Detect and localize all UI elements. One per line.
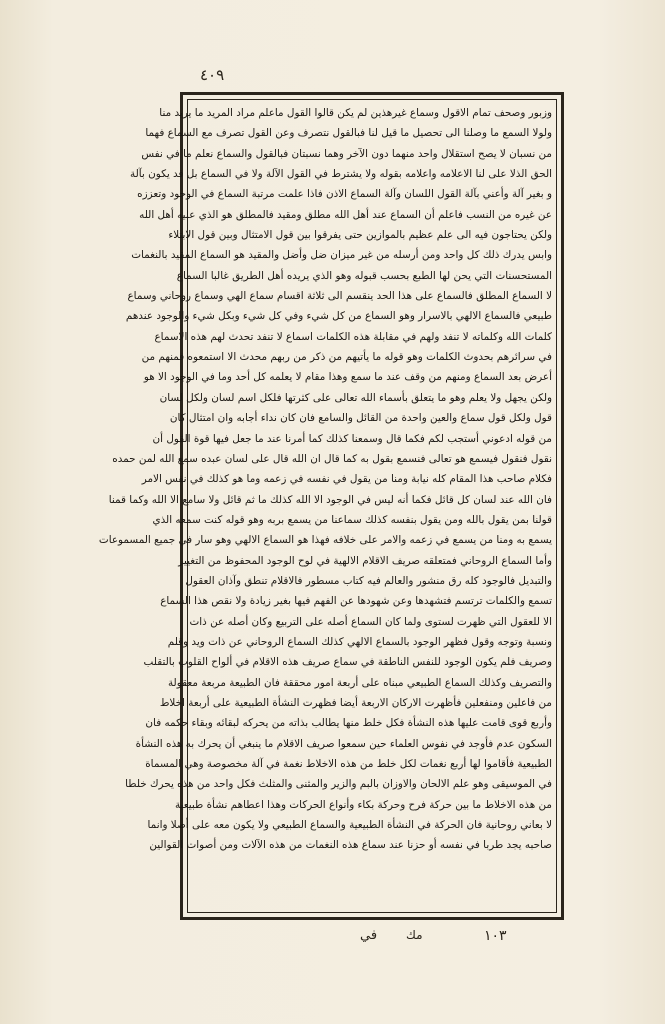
text-line: لا السماع المطلق فالسماع على هذا الحد ينقسم الى ثلاثة اقسام سماع الهي وسماع روحاني وسماع	[127, 290, 552, 303]
text-line: عن غيره من النسب فاعلم أن السماع عند أهل الله مطلق ومقيد فالمطلق هو الذي عليه أهل الله	[139, 208, 552, 221]
text-line: ولكن يحتاجون فيه الى علم عظيم بالموازين حتى يفرقوا بين قول الامتثال وبين قول الابتلاء	[168, 229, 552, 242]
text-line: الحق الذلا على لنا الاعلامه واعلامه بقوله ولا يشترط في القول الآلة ولا في السماع بل قد يكون بآلة	[130, 168, 552, 181]
text-line: الا للعقول التي ظهرت لستوى ولما كان السماع أصله على التربيع وكان أصله عن ذات	[189, 615, 552, 628]
text-line: من هذه الاخلاط ما بين حركة فرح وحركة بكاء وأنواع الحركات وهذا اعطاهم نشأة طبيعية	[175, 798, 552, 811]
text-line: وأما السماع الروحاني فمتعلقه صريف الاقلام الالهية في لوح الوجود المحفوظ من التغيير	[178, 554, 552, 567]
footer-signature-number: ١٠٣	[484, 928, 507, 944]
text-line: صاحبه يجد طربا في نفسه أو حزنا عند سماع هذه النغمات من هذه الآلات ومن أصوات القوالين	[149, 839, 552, 852]
text-frame	[98, 92, 564, 920]
text-line: تسمع والكلمات ترتسم فتشهدها وعن شهودها عن الفهم فيها بغير زيادة ولا نقص هذا السماع	[160, 595, 552, 608]
text-line: في الموسيقى وهو علم الالحان والاوزان بالبم والزير والمثنى والمثلث فكل واحد من هذه يحرك خلطا	[125, 778, 552, 791]
text-line: كلمات الله وكلماته لا تنفد ولهم في مقابلة هذه الكلمات اسماع لا تنفد تحدث لهم هذه الاسماع	[154, 330, 552, 343]
text-line: الطبيعية فأقاموا لها أربع نغمات لكل خلط من هذه الاخلاط نغمة في آلة مخصوصة وهي المسماة	[145, 758, 552, 770]
text-line: قولنا بمن يقول بالله ومن يقول بنفسه كذلك سماعنا من يسمع بربه وهو قوله كنت سمعه الذي	[152, 513, 552, 526]
text-line: والتصريف وكذلك السماع الطبيعي مبناه على أربعة امور محققة فان الطبيعة مربعة معقولة	[167, 676, 552, 689]
text-line: من قوله ادعوني أستجب لكم فكما قال وسمعنا كذلك كما أمرنا عند ما جعل فيها قوة القول أن	[152, 432, 552, 445]
text-line: والتبديل فالوجود كله رق منشور والعالم فيه كتاب مسطور فالاقلام تنطق وآذان العقول	[185, 574, 552, 587]
text-line: من نسبان لا يصح استقلال واحد منهما دون الآخر وهما نسبتان فبالقول والسماع نعلم ما في نفس	[141, 147, 552, 160]
arabic-text-block	[98, 103, 552, 909]
footer-mark-left: في	[360, 928, 378, 943]
text-line: نقول فنقول فيسمع هو تعالى فنسمع بقول به كما قال ان الله قال على لسان عبده سمع الله لمن حمده	[112, 452, 552, 465]
text-line: من فاعلين ومنفعلين فأظهرت الاركان الاربعة أيضا فظهرت النشأة الطبيعية على أربعة اخلاط	[159, 696, 552, 709]
text-line: ولولا السمع ما وصلنا الى تحصيل ما قيل لنا فبالقول نتصرف وعن القول تصرف مع السماع فهما	[145, 127, 552, 140]
text-line: لا بعاني روحانية فان الحركة في النشأة الطبيعية والسماع الطبيعي ولا يكون معه على أصلا وانما	[147, 819, 552, 832]
text-line: وزبور وصحف تمام الاقول وسماع غيرهذين لم يكن قالوا القول ماعلم مراد المريد ما يريد منا	[159, 107, 552, 119]
text-line: ولكن يجهل ولا يعلم وهو ما يتعلق بأسماء الله تعالى على كثرتها فلكل اسم لسان ولكل لسان	[159, 391, 552, 404]
text-line: في سرائرهم بحدوث الكلمات وهو قوله ما يأتيهم من ذكر من ربهم محدث الا استمعوه فمنهم من	[141, 351, 552, 364]
page-footer	[330, 926, 530, 956]
text-line: وأربع قوى قامت عليها هذه النشأة فكل خلط منها يطالب بذاته من يحركه لبقائه وبقاء حكمه فان	[145, 717, 552, 730]
text-line: المستحسنات التي يحن لها الطبع بحسب قبوله وهو الذي يريده أهل الطريق غالبا السماع	[176, 269, 552, 282]
text-line: فكلام صاحب هذا المقام كله نيابة ومنا من يقول في نفسه في زعمه وما هو كذلك في نفس الامر	[141, 473, 552, 486]
text-line: طبيعي فالسماع الالهي بالاسرار وهو السماع من كل شيء وفي كل شيء وبكل شيء والوجود عندهم	[125, 310, 552, 323]
text-line: وابس يدرك ذلك كل واحد ومن أرسله من غير ميزان ضل وأضل والمقيد هو السماع المقيد بالنغمات	[131, 249, 552, 262]
text-line: قول ولكل قول سماع والعين واحدة من القائل والسامع فان كان نداء أجابه وان امتثال كان	[169, 412, 552, 425]
text-line: وصريف فلم يكون الوجود للنفس الناطقة في سماع صريف هذه الاقلام في ألواح القلوب بالتقلب	[143, 656, 552, 669]
text-line: ونسبة وتوجه وقول فظهر الوجود بالسماع الالهي كذلك السماع الروحاني عن ذات ويد وقلم	[167, 635, 552, 648]
page-number: ٤٠٩	[200, 66, 225, 84]
text-line: السكون عدم فأوجد في نفوس العلماء حين سمعوا صريف الاقلام ما ينبغي أن يحرك به هذه النشأة	[135, 737, 552, 750]
text-line: أعرض بعد السماع ومنهم من وقف عند ما سمع وهذا مقام لا يعلمه كل أحد وما في الوجود الا هو	[143, 371, 552, 384]
text-frame-inner-border	[98, 99, 557, 913]
text-line: و بغير آلة وأعني بآلة القول اللسان وآلة السماع الاذن فاذا علمت مرتبة السماع في الوجود وتعززه	[137, 188, 552, 201]
text-line: فان الله عند لسان كل قائل فكما أنه ليس في الوجود الا الله كذلك ما ثم قائل ولا سامع الا الله وكما قمنا	[108, 493, 552, 506]
footer-mark-middle: مك	[406, 928, 423, 942]
text-line: يسمع به ومنا من يسمع في زعمه والامر على خلافه فهذا هو السماع الالهي وهو سار في جميع المسموعات	[98, 534, 552, 547]
